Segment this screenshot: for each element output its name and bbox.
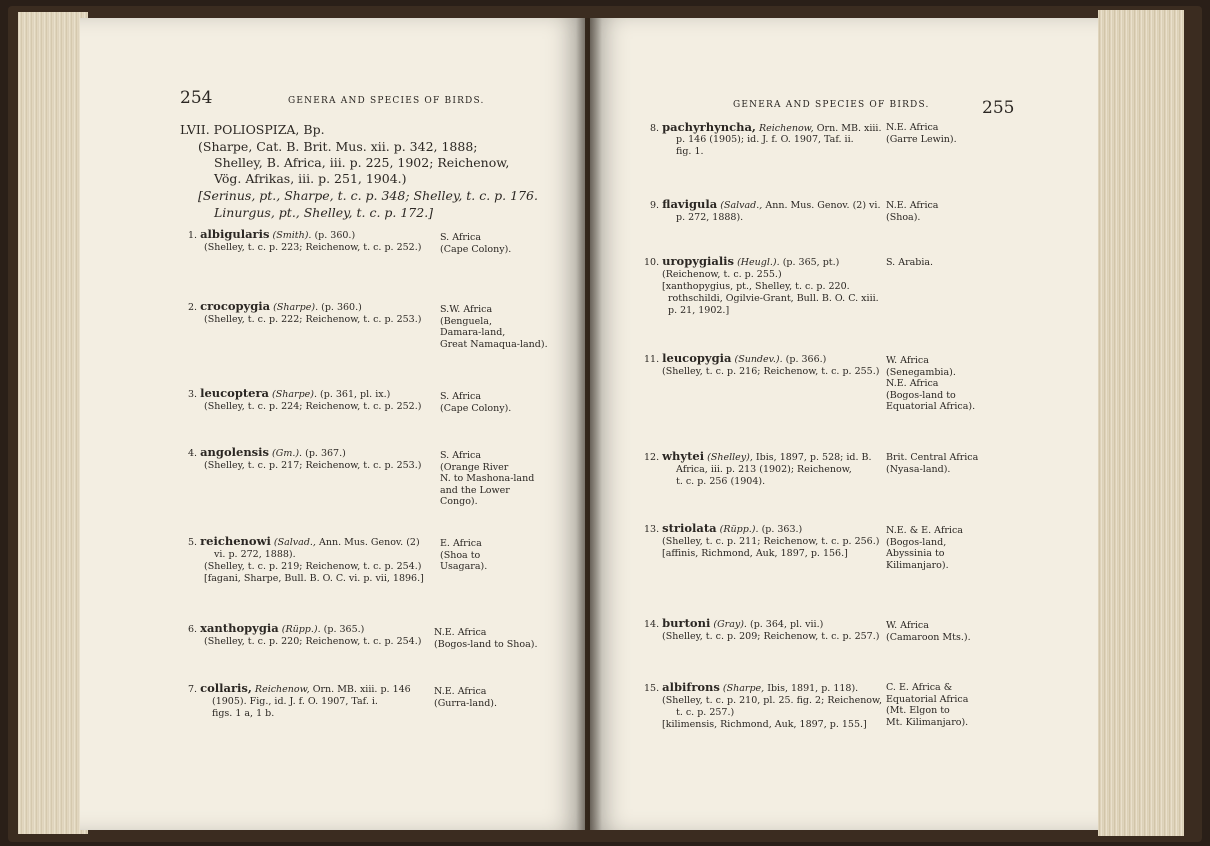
species-name: reichenowi [200, 534, 271, 548]
species-distribution: E. Africa (Shoa to Usagara). [440, 538, 488, 572]
species-name: crocopygia [200, 299, 271, 313]
genus-ref-line: (Sharpe, Cat. B. Brit. Mus. xii. p. 342, 1888; [198, 139, 478, 154]
species-ref: t. c. p. 256 (1904). [676, 476, 766, 487]
species-ref: (p. 365.) [323, 624, 365, 635]
species-distribution: S. Arabia. [886, 257, 934, 268]
page-number: 254 [180, 88, 213, 108]
species-distribution: N.E. Africa (Bogos-land to Shoa). [434, 627, 538, 650]
species-name: angolensis [200, 445, 269, 459]
running-head: GENERA AND SPECIES OF BIRDS. [288, 96, 485, 106]
species-ref: vi. p. 272, 1888). [214, 549, 296, 560]
species-name: pachyrhyncha, [662, 120, 756, 134]
species-ref: Africa, iii. p. 213 (1902); Reichenow, [676, 464, 852, 475]
genus-title: LVII. POLIOSPIZA, Bp. [180, 122, 325, 137]
species-number: 6. [188, 624, 198, 635]
species-author: (Gm.). [272, 448, 303, 459]
genus-synonym-line: [Serinus, pt., Sharpe, t. c. p. 348; Shelley, t. c. p. 176. [198, 188, 538, 203]
species-author: (Sharpe, [722, 683, 765, 694]
species-number: 11. [644, 354, 660, 365]
species-ref: (Shelley, t. c. p. 211; Reichenow, t. c. p. 256.) [662, 536, 880, 547]
page-number: 255 [982, 98, 1015, 118]
species-distribution: N.E. Africa (Garre Lewin). [886, 122, 957, 145]
species-ref: (Shelley, t. c. p. 216; Reichenow, t. c. p. 255.) [662, 366, 880, 377]
species-author: (Shelley), [707, 452, 753, 463]
species-author: (Sharpe). [273, 302, 319, 313]
species-ref: (p. 364, pl. vii.) [749, 619, 824, 630]
species-distribution: N.E. & E. Africa (Bogos-land, Abyssinia to Kilimanjaro). [886, 525, 963, 571]
species-author: (Rüpp.). [719, 524, 759, 535]
right-page [590, 18, 1098, 830]
species-synonym: [fagani, Sharpe, Bull. B. O. C. vi. p. vii, 1896.] [204, 573, 424, 584]
species-ref: (Shelley, t. c. p. 223; Reichenow, t. c. p. 252.) [204, 242, 422, 253]
species-ref: fig. 1. [676, 146, 704, 157]
species-number: 15. [644, 683, 660, 694]
species-number: 12. [644, 452, 660, 463]
species-name: leucoptera [200, 386, 270, 400]
species-name: leucopygia [662, 351, 732, 365]
species-author: (Sundev.). [734, 354, 783, 365]
species-ref: (Shelley, t. c. p. 209; Reichenow, t. c. p. 257.) [662, 631, 880, 642]
species-author: (Heugl.). [737, 257, 780, 268]
species-distribution: S. Africa (Cape Colony). [440, 232, 512, 255]
species-author: Reichenow, [758, 123, 814, 134]
genus-ref-line: Vög. Afrikas, iii. p. 251, 1904.) [214, 171, 407, 186]
species-ref: (p. 365, pt.) [782, 257, 840, 268]
species-name: whytei [662, 449, 705, 463]
species-distribution: S.W. Africa (Benguela, Damara-land, Great Namaqua-land). [440, 304, 548, 350]
species-ref: (p. 361, pl. ix.) [320, 389, 391, 400]
species-ref: (Shelley, t. c. p. 220; Reichenow, t. c. p. 254.) [204, 636, 422, 647]
species-author: (Sharpe). [272, 389, 318, 400]
species-ref: (p. 360.) [314, 230, 356, 241]
species-ref: t. c. p. 257.) [676, 707, 735, 718]
species-synonym: [kilimensis, Richmond, Auk, 1897, p. 155.] [662, 719, 867, 730]
left-page [80, 18, 585, 830]
running-head: GENERA AND SPECIES OF BIRDS. [733, 100, 930, 110]
species-author: (Salvad., [273, 537, 316, 548]
species-number: 1. [188, 230, 198, 241]
species-distribution: N.E. Africa (Gurra-land). [434, 686, 497, 709]
species-ref: Orn. MB. xiii. p. 146 [312, 684, 411, 695]
species-name: albifrons [662, 680, 720, 694]
species-name: striolata [662, 521, 717, 535]
species-number: 2. [188, 302, 198, 313]
species-ref: (Shelley, t. c. p. 224; Reichenow, t. c. p. 252.) [204, 401, 422, 412]
genus-ref-line: Shelley, B. Africa, iii. p. 225, 1902; Reichenow, [214, 155, 510, 170]
species-ref: p. 272, 1888). [676, 212, 744, 223]
species-number: 13. [644, 524, 660, 535]
species-distribution: S. Africa (Orange River N. to Mashona-land and the Lower Congo). [440, 450, 535, 507]
genus-synonym-line: Linurgus, pt., Shelley, t. c. p. 172.] [214, 205, 434, 220]
species-ref: Ibis, 1891, p. 118). [767, 683, 859, 694]
species-synonym: [xanthopygius, pt., Shelley, t. c. p. 220. [662, 281, 850, 292]
species-synonym: [affinis, Richmond, Auk, 1897, p. 156.] [662, 548, 848, 559]
species-distribution: W. Africa (Camaroon Mts.). [886, 620, 971, 643]
species-ref: p. 146 (1905); id. J. f. O. 1907, Taf. ii. [676, 134, 854, 145]
species-number: 5. [188, 537, 198, 548]
species-name: burtoni [662, 616, 711, 630]
species-synonym: rothschildi, Ogilvie-Grant, Bull. B. O. C. xiii. [668, 293, 879, 304]
left-page-edges [18, 12, 88, 834]
species-ref: (1905). Fig., id. J. f. O. 1907, Taf. i. [212, 696, 378, 707]
species-number: 10. [644, 257, 660, 268]
species-ref: Ibis, 1897, p. 528; id. B. [755, 452, 872, 463]
species-number: 3. [188, 389, 198, 400]
species-distribution: W. Africa (Senegambia). N.E. Africa (Bogos-land to Equatorial Africa). [886, 355, 976, 412]
book-gutter [576, 18, 602, 830]
species-name: collaris, [200, 681, 252, 695]
species-author: (Smith). [272, 230, 312, 241]
species-ref: Orn. MB. xiii. [816, 123, 882, 134]
species-number: 14. [644, 619, 660, 630]
species-ref: (Shelley, t. c. p. 222; Reichenow, t. c. p. 253.) [204, 314, 422, 325]
species-ref: (Shelley, t. c. p. 219; Reichenow, t. c. p. 254.) [204, 561, 422, 572]
species-author: Reichenow, [254, 684, 310, 695]
species-ref: (p. 363.) [761, 524, 803, 535]
species-ref: Ann. Mus. Genov. (2) [318, 537, 420, 548]
species-name: xanthopygia [200, 621, 279, 635]
species-distribution: N.E. Africa (Shoa). [886, 200, 939, 223]
species-ref: (Reichenow, t. c. p. 255.) [662, 269, 782, 280]
species-author: (Rüpp.). [281, 624, 321, 635]
species-author: (Salvad., [720, 200, 763, 211]
species-synonym: p. 21, 1902.] [668, 305, 730, 316]
species-distribution: Brit. Central Africa (Nyasa-land). [886, 452, 979, 475]
species-ref: Ann. Mus. Genov. (2) vi. [765, 200, 881, 211]
species-number: 4. [188, 448, 198, 459]
species-author: (Gray). [713, 619, 747, 630]
species-distribution: S. Africa (Cape Colony). [440, 391, 512, 414]
right-page-edges [1098, 10, 1184, 836]
species-number: 7. [188, 684, 198, 695]
species-number: 8. [650, 123, 660, 134]
species-number: 9. [650, 200, 660, 211]
species-name: flavigula [662, 197, 718, 211]
species-ref: (p. 360.) [321, 302, 362, 313]
species-ref: (Shelley, t. c. p. 217; Reichenow, t. c. p. 253.) [204, 460, 422, 471]
species-ref: figs. 1 a, 1 b. [212, 708, 275, 719]
species-ref: (Shelley, t. c. p. 210, pl. 25. fig. 2; Reichenow, [662, 695, 883, 706]
species-distribution: C. E. Africa & Equatorial Africa (Mt. Elgon to Mt. Kilimanjaro). [886, 682, 969, 728]
species-ref: (p. 367.) [305, 448, 346, 459]
species-name: albigularis [200, 227, 270, 241]
species-ref: (p. 366.) [785, 354, 827, 365]
species-name: uropygialis [662, 254, 735, 268]
